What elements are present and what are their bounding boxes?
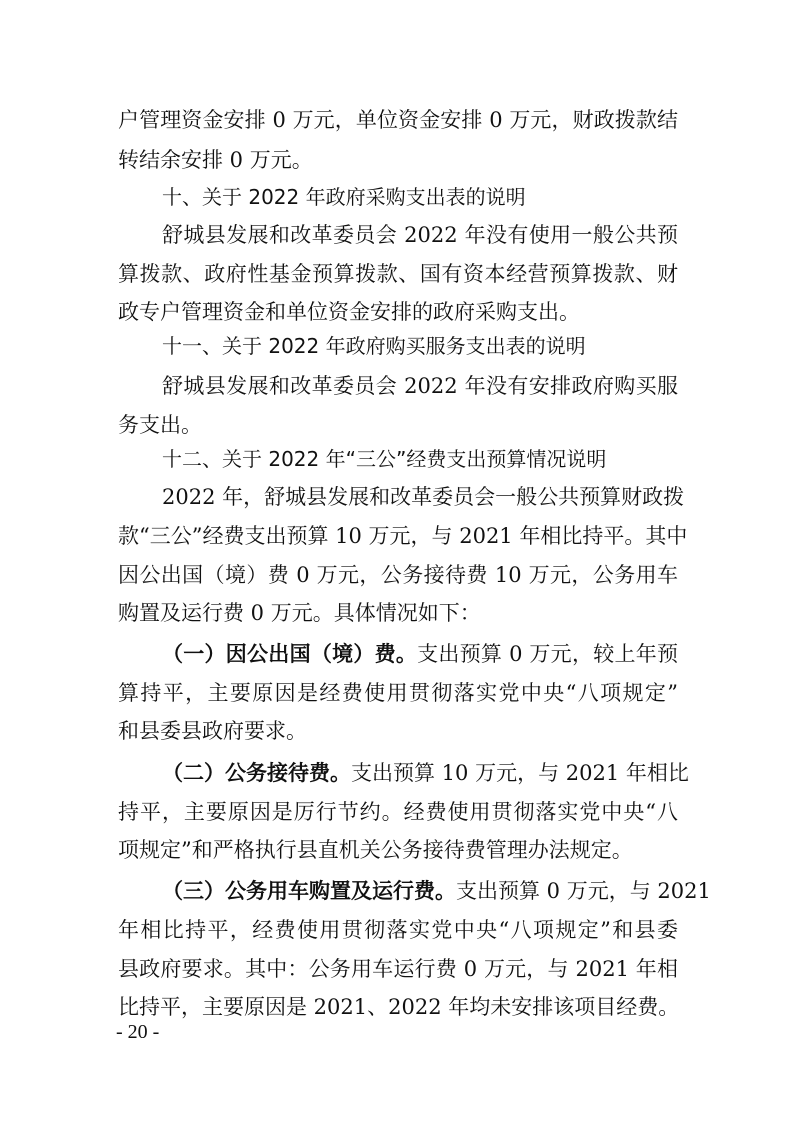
body-line: 款“三公”经费支出预算 10 万元，与 2021 年相比持平。其中 [118, 524, 688, 548]
body-line: 持平，主要原因是厉行节约。经费使用贯彻落实党中央“八 [118, 800, 678, 824]
body-line: 2022 年，舒城县发展和改革委员会一般公共预算财政拨 [162, 485, 685, 509]
item-title: （二）公务接待费。 [162, 761, 351, 785]
page-number: - 20 - [116, 1021, 160, 1043]
item-title: （三）公务用车购置及运行费。 [162, 879, 456, 903]
item-title: （一）因公出国（境）费。 [162, 642, 418, 666]
body-line: 舒城县发展和改革委员会 2022 年没有安排政府购买服 [162, 374, 678, 398]
body-line: 户管理资金安排 0 万元，单位资金安排 0 万元，财政拨款结 [118, 108, 678, 132]
body-line: 舒城县发展和改革委员会 2022 年没有使用一般公共预 [162, 223, 678, 247]
item-line [162, 875, 711, 907]
item-line [162, 757, 689, 789]
section-heading: 十二、关于 2022 年“三公”经费支出预算情况说明 [162, 447, 607, 471]
item-line [162, 638, 678, 670]
body-line: 项规定”和严格执行县直机关公务接待费管理办法规定。 [118, 838, 633, 862]
body-line: 和县委县政府要求。 [118, 719, 307, 743]
body-line: 比持平，主要原因是 2021、2022 年均未安排该项目经费。 [118, 995, 680, 1019]
item-text: 支出预算 10 万元，与 2021 年相比 [351, 761, 689, 785]
body-line: 购置及运行费 0 万元。具体情况如下： [118, 601, 481, 625]
body-line: 务支出。 [118, 413, 202, 437]
body-line: 算拨款、政府性基金预算拨款、国有资本经营预算拨款、财 [118, 262, 678, 286]
body-line: 年相比持平，经费使用贯彻落实党中央“八项规定”和县委 [118, 918, 678, 942]
body-line: 县政府要求。其中：公务用车运行费 0 万元，与 2021 年相 [118, 957, 678, 981]
body-line: 算持平，主要原因是经费使用贯彻落实党中央“八项规定” [118, 681, 678, 705]
item-text: 支出预算 0 万元，与 2021 [456, 879, 711, 903]
section-heading: 十一、关于 2022 年政府购买服务支出表的说明 [162, 334, 586, 358]
body-line: 转结余安排 0 万元。 [118, 148, 313, 172]
item-text: 支出预算 0 万元，较上年预 [417, 642, 678, 666]
section-heading: 十、关于 2022 年政府采购支出表的说明 [162, 185, 526, 209]
body-line: 政专户管理资金和单位资金安排的政府采购支出。 [118, 300, 580, 324]
body-line: 因公出国（境）费 0 万元，公务接待费 10 万元，公务用车 [118, 563, 678, 587]
